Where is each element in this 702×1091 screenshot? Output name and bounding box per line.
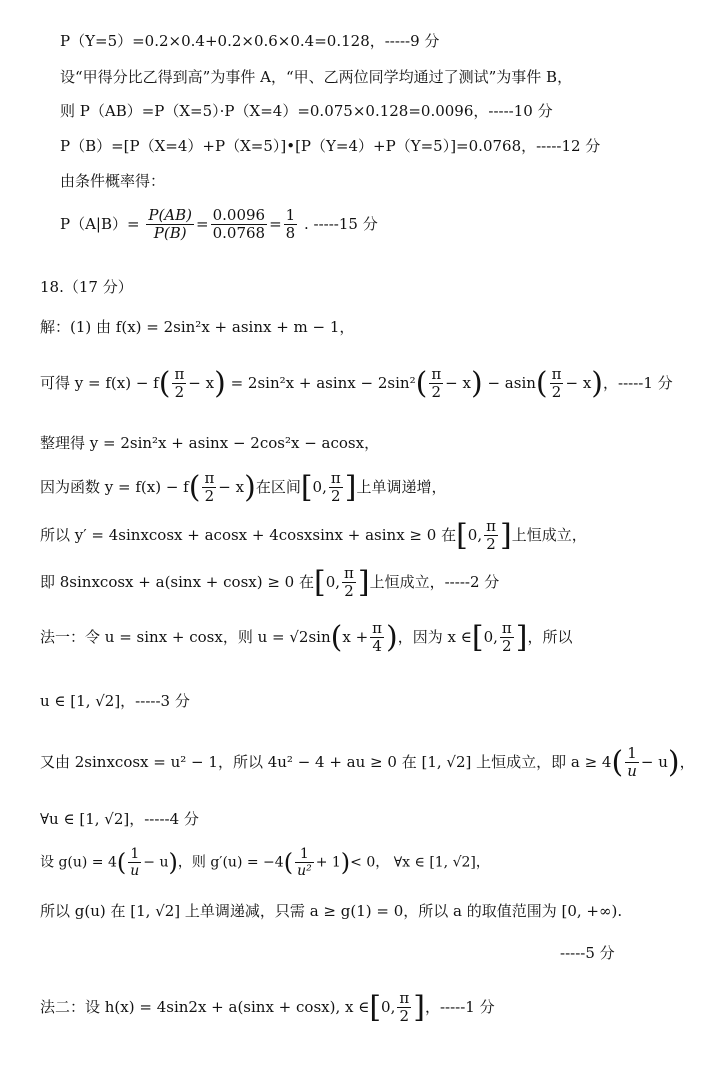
line-p-a-given-b: P（A|B）= $\frac{P(AB)}{P(B)}$ = $\frac{0.0096}{0.0768}$ = $\frac{1}{8}$ . -----15 分 — [60, 206, 378, 243]
line-forall-u: ∀u ∈ [1, √2]，-----4 分 — [40, 810, 199, 828]
fraction-one-eighth: $\frac{1}{8}$ — [285, 206, 296, 243]
fraction-values: $\frac{0.0096}{0.0768}$ — [212, 206, 266, 243]
line-define-events: 设“甲得分比乙得到高”为事件 A，“甲、乙两位同学均通过了测试”为事件 B， — [60, 68, 573, 86]
line-p-b: P（B）=[P（X=4）+P（X=5）]•[P（Y=4）+P（Y=5）]=0.0768，-----12 分 — [60, 137, 601, 155]
score-15: . -----15 分 — [304, 214, 378, 233]
line-inequality: 即 8sinxcosx + a(sinx + cosx) ≥ 0 在[0, $\frac{\pi}{2}$ ]上恒成立，-----2 分 — [40, 564, 500, 601]
line-method-two: 法二：设 h(x) = 4sin2x + a(sinx + cosx), x ∈[0, $\frac{\pi}{2}$ ]，-----1 分 — [40, 989, 495, 1026]
line-conclusion: 所以 g(u) 在 [1, √2] 上单调递减，只需 a ≥ g(1) = 0，所以 a 的取值范围为 [0, +∞). — [40, 902, 623, 920]
line-g-definition: 设 g(u) = 4( $\frac{1}{u}$ − u)，则 g′(u) = −4( $\frac{1}{\text{u²}}$ + 1)< 0， ∀x ∈ [1, √2]， — [40, 846, 490, 880]
line-p-y5: P（Y=5）=0.2×0.4+0.2×0.6×0.4=0.128，-----9 分 — [60, 32, 440, 50]
line-u-range: u ∈ [1, √2]，-----3 分 — [40, 692, 190, 710]
line-simplified: 整理得 y = 2sin²x + asinx − 2cos²x − acosx， — [40, 434, 380, 452]
line-monotone-claim: 因为函数 y = f(x) − f( $\frac{\pi}{2}$ − x)在区间[0, $\frac{\pi}{2}$ ]上单调递增， — [40, 469, 447, 506]
fraction-pab-pb: $\frac{P(AB)}{P(B)}$ — [148, 206, 193, 243]
question-18-heading: 18.（17 分） — [40, 278, 133, 296]
line-a-bound: 又由 2sinxcosx = u² − 1，所以 4u² − 4 + au ≥ 0 在 [1, √2] 上恒成立，即 a ≥ 4( $\frac{1}{u}$ − u)， — [40, 744, 695, 781]
score-1b: ，-----1 分 — [424, 997, 495, 1016]
score-5: -----5 分 — [560, 944, 615, 962]
lhs: P（A|B）= — [60, 214, 140, 233]
score-2: 上恒成立，-----2 分 — [369, 572, 500, 591]
line-p-ab: 则 P（AB）=P（X=5）·P（X=4）=0.075×0.128=0.0096，-----10 分 — [60, 102, 553, 120]
line-method-one: 法一：令 u = sinx + cosx，则 u = √2sin(x + $\frac{\pi}{4}$ )，因为 x ∈[0, $\frac{\pi}{2}$ ]，所以 — [40, 619, 573, 656]
line-y-expression: 可得 y = f(x) − f( $\frac{\pi}{2}$ − x) = 2sin²x + asinx − 2sin²( $\frac{\pi}{2}$ − x) − asin( $\frac{\pi}{2}$ − x)，-----1 分 — [40, 365, 673, 402]
score-1: ，-----1 分 — [603, 373, 673, 392]
line-solution-f: 解：(1) 由 f(x) = 2sin²x + asinx + m − 1， — [40, 318, 355, 336]
line-derivative: 所以 y′ = 4sinxcosx + acosx + 4cosxsinx + asinx ≥ 0 在[0, $\frac{\pi}{2}$ ]上恒成立， — [40, 517, 587, 554]
line-conditional: 由条件概率得： — [60, 172, 166, 190]
